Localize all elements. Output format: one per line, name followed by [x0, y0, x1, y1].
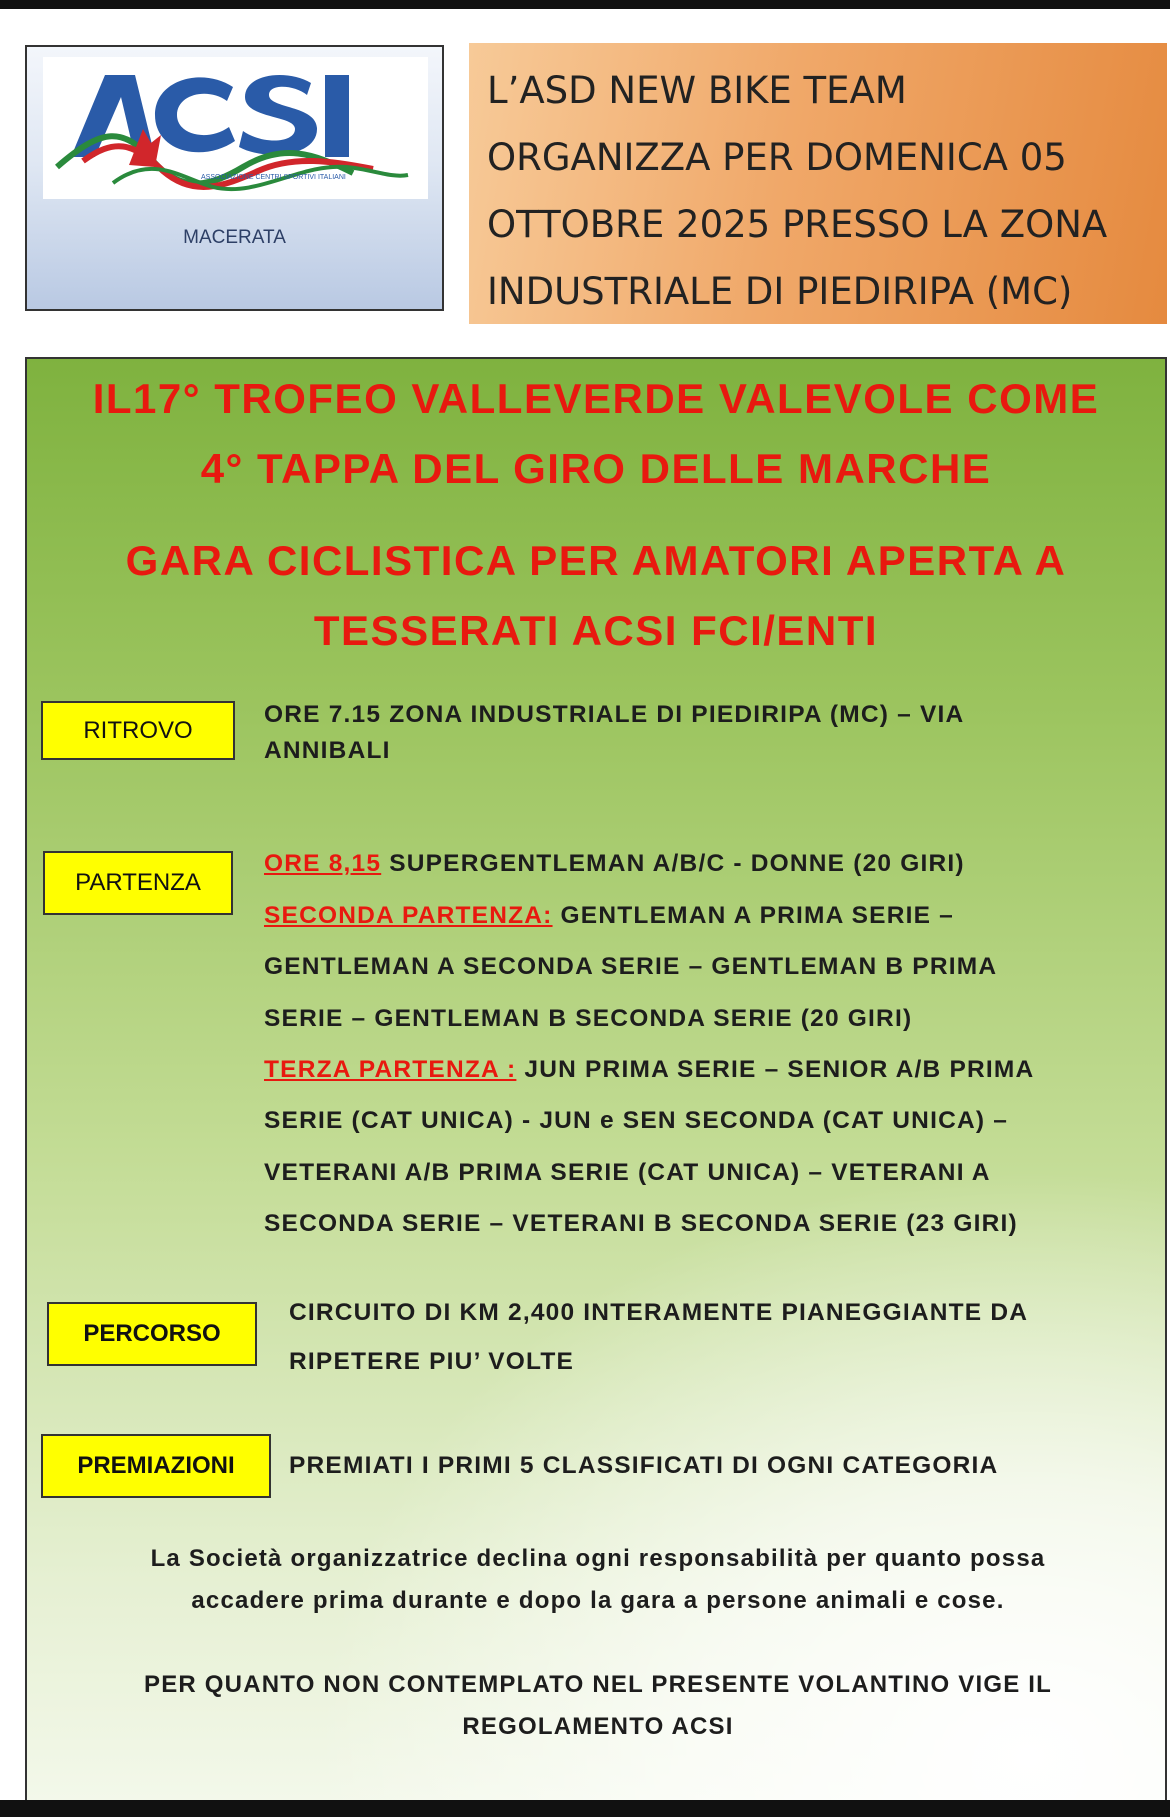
partenza-label: PARTENZA: [43, 851, 233, 915]
disclaimer-line: La Società organizzatrice declina ogni responsabilità per quanto possa: [150, 1545, 1046, 1572]
acsi-logo: [43, 57, 428, 199]
second-start-text: GENTLEMAN A PRIMA SERIE –: [552, 902, 954, 929]
top-border: [0, 0, 1170, 9]
partenza-line: SERIE – GENTLEMAN B SECONDA SERIE (20 GIRI): [264, 1005, 913, 1032]
partenza-line: [264, 850, 965, 878]
disclaimer-line: accadere prima durante e dopo la gara a persone animali e cose.: [191, 1587, 1005, 1614]
third-start-text: JUN PRIMA SERIE – SENIOR A/B PRIMA: [516, 1056, 1035, 1083]
event-subtitle-line: TESSERATI ACSI FCI/ENTI: [313, 607, 879, 654]
partenza-line: GENTLEMAN A SECONDA SERIE – GENTLEMAN B PRIMA: [264, 953, 998, 980]
acsi-logo-graphic: [43, 57, 428, 199]
regolamento-line: PER QUANTO NON CONTEMPLATO NEL PRESENTE VOLANTINO VIGE IL: [143, 1671, 1053, 1698]
header-line: OTTOBRE 2025 PRESSO LA ZONA: [487, 203, 1108, 246]
percorso-label: PERCORSO: [47, 1302, 257, 1366]
event-subtitle-line: GARA CICLISTICA PER AMATORI APERTA A: [125, 537, 1067, 584]
ritrovo-text: ANNIBALI: [264, 737, 391, 764]
partenza-line: VETERANI A/B PRIMA SERIE (CAT UNICA) – VETERANI A: [264, 1159, 991, 1186]
header-line: ORGANIZZA PER DOMENICA 05: [487, 136, 1067, 179]
partenza-line: [264, 902, 954, 930]
percorso-text: CIRCUITO DI KM 2,400 INTERAMENTE PIANEGGIANTE DA: [289, 1299, 1029, 1326]
header-line: INDUSTRIALE DI PIEDIRIPA (MC): [487, 270, 1073, 313]
premiazioni-label: PREMIAZIONI: [41, 1434, 271, 1498]
percorso-text: RIPETERE PIU’ VOLTE: [289, 1348, 575, 1375]
svg-text:ASSOCIAZIONE CENTRI SPORTIVI I: ASSOCIAZIONE CENTRI SPORTIVI ITALIANI: [201, 174, 346, 181]
first-start-time: ORE 8,15: [264, 850, 382, 877]
partenza-line: [264, 1056, 1034, 1084]
regolamento-line: REGOLAMENTO ACSI: [462, 1713, 734, 1740]
premiazioni-text: PREMIATI I PRIMI 5 CLASSIFICATI DI OGNI CATEGORIA: [289, 1452, 999, 1479]
ritrovo-label: RITROVO: [41, 701, 235, 760]
event-details-panel: [25, 357, 1167, 1800]
organizer-header: [469, 43, 1167, 324]
partenza-line: SERIE (CAT UNICA) - JUN e SEN SECONDA (CAT UNICA) –: [264, 1107, 1009, 1134]
header-line: L’ASD NEW BIKE TEAM: [487, 69, 907, 112]
acsi-logo-panel: [25, 45, 444, 311]
bottom-border: [0, 1800, 1170, 1817]
event-title-line: IL17° TROFEO VALLEVERDE VALEVOLE COME: [92, 375, 1100, 422]
logo-city-label: MACERATA: [183, 227, 286, 248]
third-start-label: TERZA PARTENZA :: [264, 1056, 517, 1083]
first-start-text: SUPERGENTLEMAN A/B/C - DONNE (20 GIRI): [381, 850, 965, 877]
partenza-line: SECONDA SERIE – VETERANI B SECONDA SERIE (23 GIRI): [264, 1210, 1018, 1237]
ritrovo-text: ORE 7.15 ZONA INDUSTRIALE DI PIEDIRIPA (MC) – VIA: [264, 701, 965, 728]
event-title-line: 4° TAPPA DEL GIRO DELLE MARCHE: [200, 445, 992, 492]
second-start-label: SECONDA PARTENZA:: [264, 902, 553, 929]
